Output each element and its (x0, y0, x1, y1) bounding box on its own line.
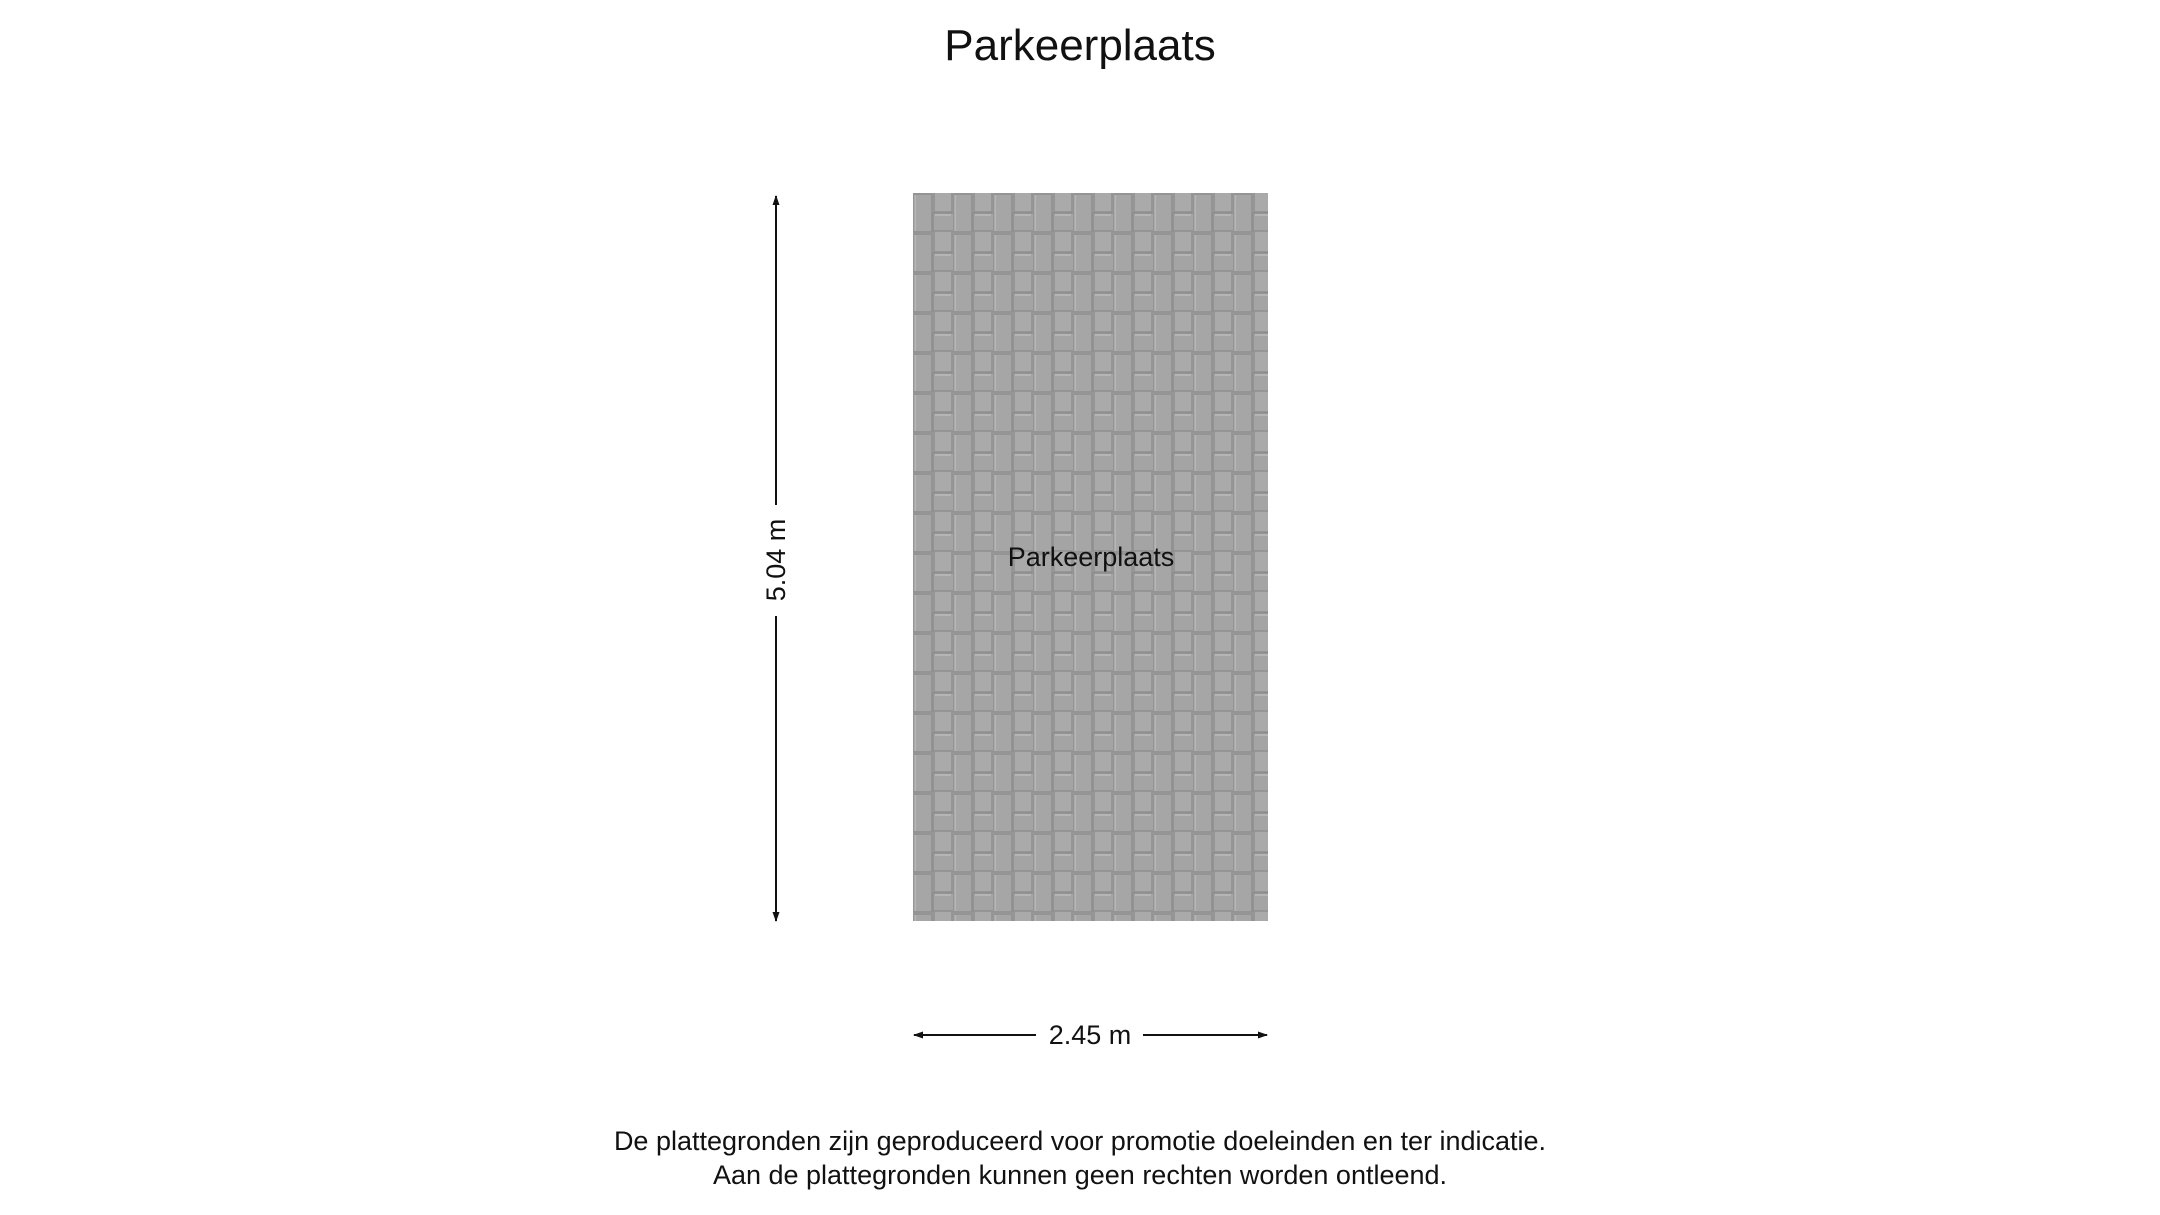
parking-area (913, 193, 1268, 921)
height-dimension (761, 196, 791, 921)
height-dimension-label: 5.04 m (761, 518, 791, 602)
disclaimer-line-1: De plattegronden zijn geproduceerd voor promotie doeleinden en ter indicatie. (613, 1126, 1547, 1156)
width-dimension (914, 1020, 1267, 1050)
page-title: Parkeerplaats (944, 21, 1216, 70)
disclaimer-line-2: Aan de plattegronden kunnen geen rechten worden ontleend. (712, 1160, 1448, 1190)
disclaimer (0, 1124, 2160, 1192)
width-dimension-label: 2.45 m (1048, 1020, 1132, 1050)
room-label: Parkeerplaats (1007, 542, 1175, 572)
